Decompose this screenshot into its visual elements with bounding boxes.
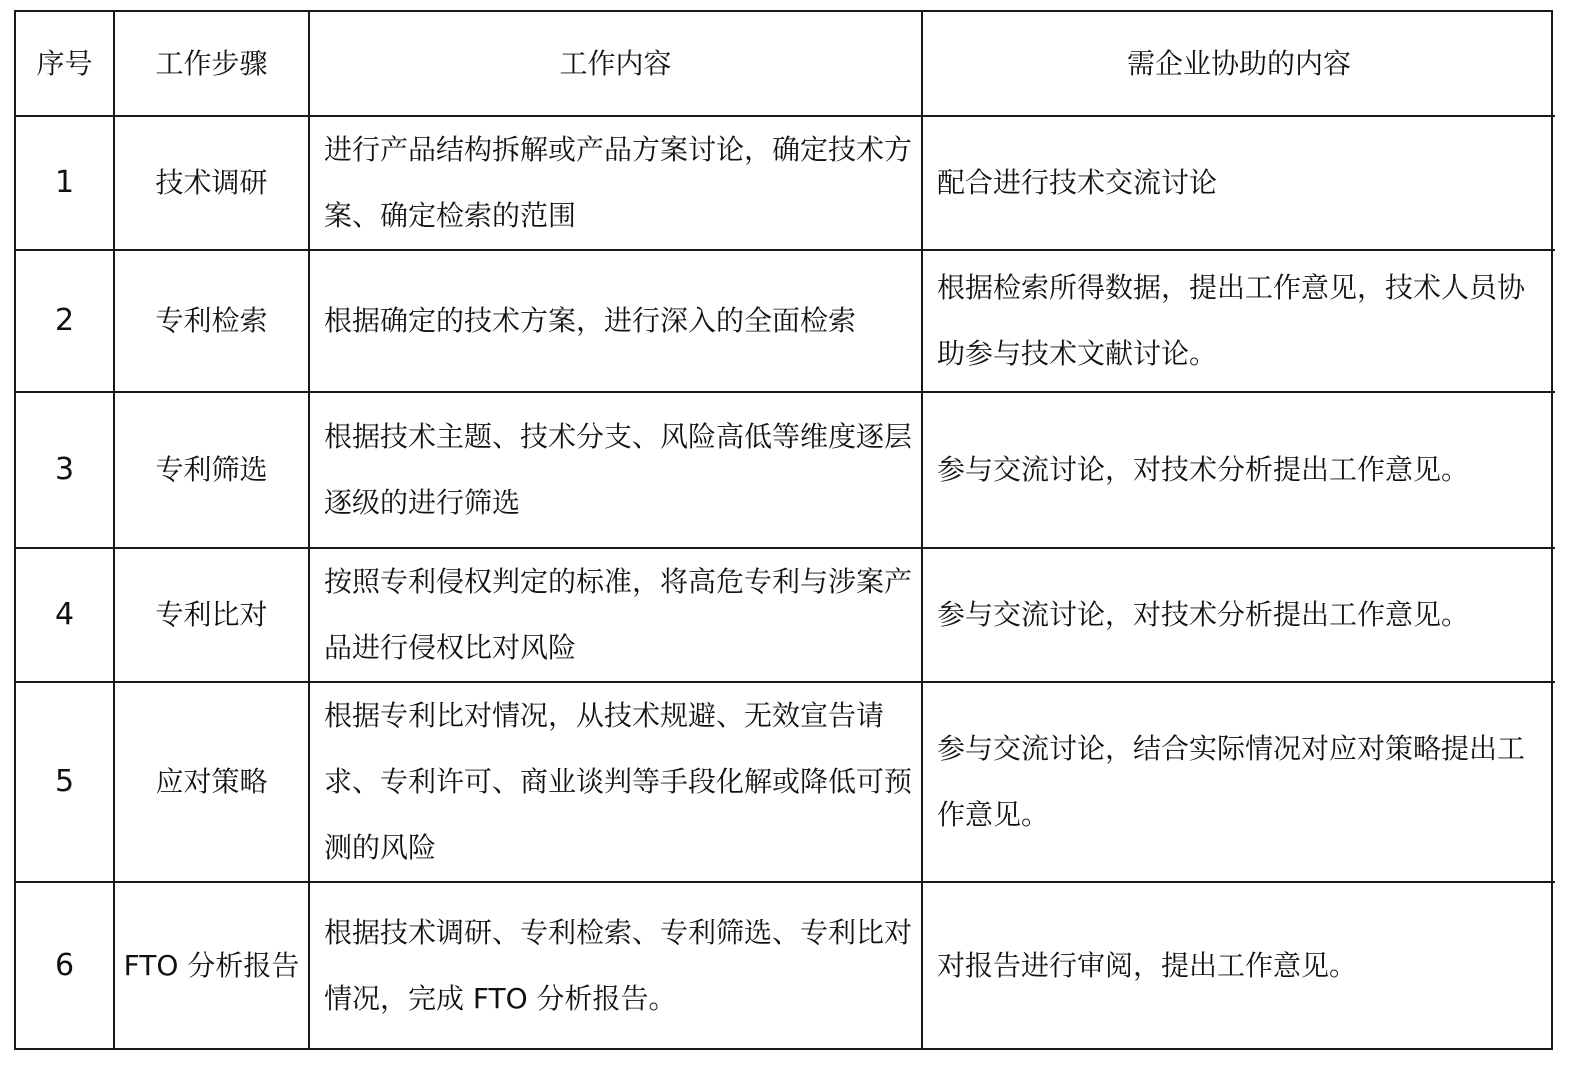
cell-content: 按照专利侵权判定的标准，将高危专利与涉案产品进行侵权比对风险 (309, 548, 922, 682)
table-row (16, 116, 1555, 250)
header-content: 工作内容 (309, 12, 922, 116)
cell-no: 6 (16, 882, 114, 1048)
table-row (16, 548, 1555, 682)
cell-step: 专利检索 (114, 250, 309, 392)
cell-step: 专利筛选 (114, 392, 309, 548)
table-header-row (16, 12, 1555, 116)
cell-assist: 参与交流讨论，对技术分析提出工作意见。 (922, 392, 1555, 548)
table-row (16, 392, 1555, 548)
cell-no: 5 (16, 682, 114, 882)
header-no: 序号 (16, 12, 114, 116)
cell-assist: 配合进行技术交流讨论 (922, 116, 1555, 250)
cell-step: 专利比对 (114, 548, 309, 682)
table-row (16, 250, 1555, 392)
header-assist: 需企业协助的内容 (922, 12, 1555, 116)
cell-assist: 参与交流讨论，结合实际情况对应对策略提出工作意见。 (922, 682, 1555, 882)
cell-content: 根据技术调研、专利检索、专利筛选、专利比对情况，完成 FTO 分析报告。 (309, 882, 922, 1048)
table-row (16, 882, 1555, 1048)
cell-step: FTO 分析报告 (114, 882, 309, 1048)
cell-assist: 根据检索所得数据，提出工作意见，技术人员协助参与技术文献讨论。 (922, 250, 1555, 392)
cell-content: 根据技术主题、技术分支、风险高低等维度逐层逐级的进行筛选 (309, 392, 922, 548)
table-row (16, 682, 1555, 882)
work-steps-table (16, 12, 1555, 1048)
cell-no: 2 (16, 250, 114, 392)
cell-content: 根据专利比对情况，从技术规避、无效宣告请求、专利许可、商业谈判等手段化解或降低可预测的风险 (309, 682, 922, 882)
cell-content: 进行产品结构拆解或产品方案讨论，确定技术方案、确定检索的范围 (309, 116, 922, 250)
cell-content: 根据确定的技术方案，进行深入的全面检索 (309, 250, 922, 392)
header-step: 工作步骤 (114, 12, 309, 116)
cell-no: 3 (16, 392, 114, 548)
cell-no: 4 (16, 548, 114, 682)
cell-step: 应对策略 (114, 682, 309, 882)
cell-assist: 对报告进行审阅，提出工作意见。 (922, 882, 1555, 1048)
work-steps-table-frame (14, 10, 1553, 1050)
cell-step: 技术调研 (114, 116, 309, 250)
cell-no: 1 (16, 116, 114, 250)
cell-assist: 参与交流讨论，对技术分析提出工作意见。 (922, 548, 1555, 682)
